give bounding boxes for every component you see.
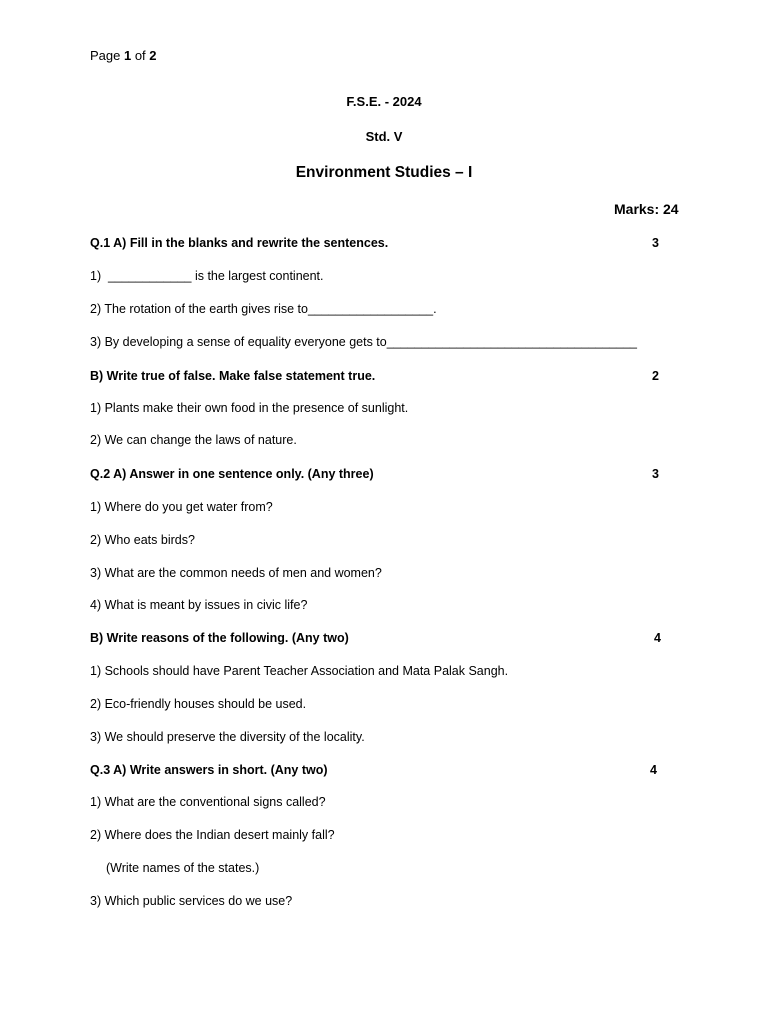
q3a-heading: Q.3 A) Write answers in short. (Any two) (90, 763, 328, 777)
q3a-marks: 4 (650, 763, 657, 777)
page-total: 2 (149, 48, 157, 63)
exam-title: F.S.E. - 2024 (346, 94, 422, 109)
q1b-heading: B) Write true of false. Make false statement true. (90, 369, 376, 383)
page-number (90, 48, 157, 64)
subject-title: Environment Studies – I (295, 164, 473, 181)
q1b-item-2: 2) We can change the laws of nature. (90, 433, 297, 447)
q3a-item-2: 2) Where does the Indian desert mainly fall? (90, 828, 335, 842)
q3a-item-3: 3) Which public services do we use? (90, 894, 293, 908)
q1a-heading: Q.1 A) Fill in the blanks and rewrite the sentences. (90, 236, 389, 250)
q1a-item-1: 1) ____________ is the largest continent. (90, 269, 324, 283)
q2b-item-2: 2) Eco-friendly houses should be used. (90, 697, 307, 711)
q3a-item-1: 1) What are the conventional signs called? (90, 795, 326, 809)
standard-title: Std. V (365, 129, 403, 144)
total-marks: Marks: 24 (614, 201, 679, 217)
q2b-item-1: 1) Schools should have Parent Teacher Association and Mata Palak Sangh. (90, 664, 509, 678)
q1a-item-3: 3) By developing a sense of equality everyone gets to____________________________________ (90, 335, 637, 349)
page-current: 1 (123, 48, 132, 63)
q2a-item-3: 3) What are the common needs of men and women? (90, 566, 382, 580)
q2a-item-1: 1) Where do you get water from? (90, 500, 273, 514)
page-of: of (131, 48, 150, 63)
q2a-item-4: 4) What is meant by issues in civic life? (90, 598, 308, 612)
q1a-item-2: 2) The rotation of the earth gives rise to__________________. (90, 302, 437, 316)
q2b-item-3: 3) We should preserve the diversity of the locality. (90, 730, 365, 744)
page-prefix: Page (90, 48, 124, 63)
q2b-marks: 4 (654, 631, 661, 645)
q1b-item-1: 1) Plants make their own food in the presence of sunlight. (90, 401, 409, 415)
q1b-marks: 2 (652, 369, 659, 383)
q3a-item-2-note: (Write names of the states.) (106, 861, 260, 875)
q2b-heading: B) Write reasons of the following. (Any two) (90, 631, 349, 645)
q2a-marks: 3 (652, 467, 659, 481)
q1a-marks: 3 (652, 236, 659, 250)
q2a-heading: Q.2 A) Answer in one sentence only. (Any three) (90, 467, 374, 481)
q2a-item-2: 2) Who eats birds? (90, 533, 195, 547)
